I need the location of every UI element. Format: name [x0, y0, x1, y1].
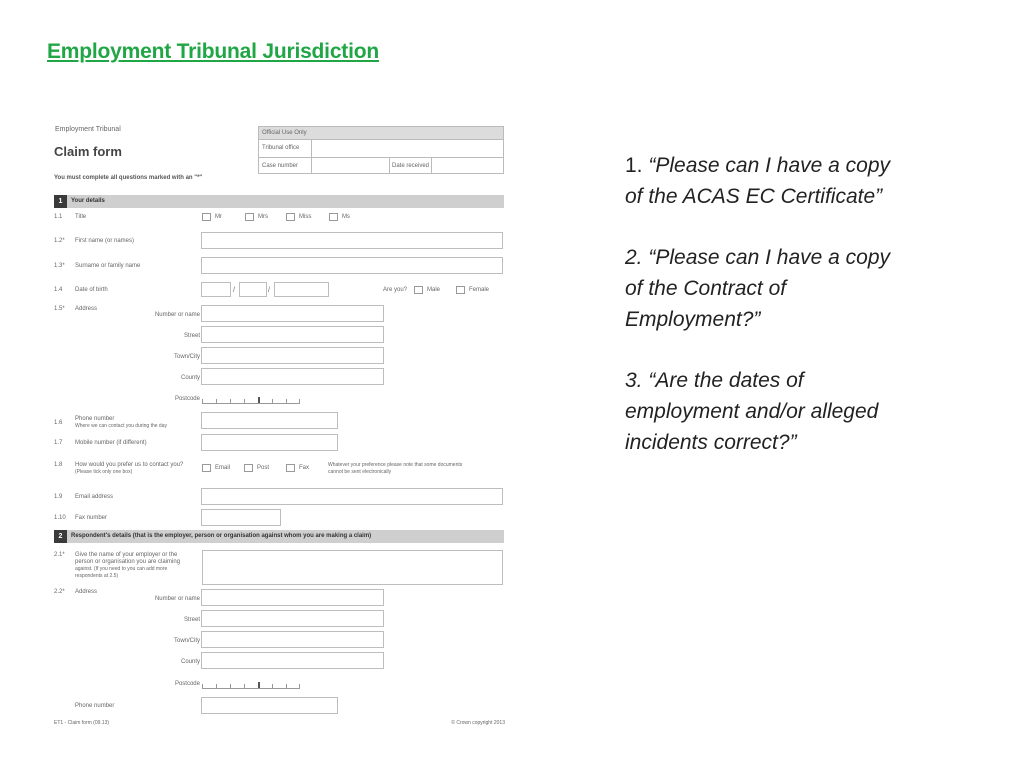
official-use-box: [258, 126, 504, 174]
title-mr-checkbox[interactable]: [202, 213, 211, 221]
contact-email-checkbox[interactable]: [202, 464, 211, 472]
form-header-small: Employment Tribunal: [55, 126, 121, 133]
form-footer-left: ET1 - Claim form (09.13): [54, 720, 110, 726]
title-ms-checkbox[interactable]: [329, 213, 338, 221]
section-1-title: Your details: [71, 198, 105, 204]
male-label: Male: [427, 287, 441, 293]
q1-2-num: 1.2*: [54, 238, 65, 244]
resp-phone-field[interactable]: [201, 697, 338, 714]
question-3: [625, 365, 895, 458]
q1-6-sub: Where we can contact you during the day: [75, 423, 167, 429]
surname-field[interactable]: [201, 257, 503, 274]
title-mr-label: Mr: [215, 214, 222, 220]
question-2: [625, 242, 895, 335]
title-miss-label: Miss: [299, 214, 312, 220]
contact-fax-label: Fax: [299, 465, 310, 471]
q1-9-num: 1.9: [54, 494, 63, 500]
male-checkbox[interactable]: [414, 286, 423, 294]
q1-1-num: 1.1: [54, 214, 63, 220]
question-3-number: 3.: [625, 369, 643, 392]
fax-field[interactable]: [201, 509, 281, 526]
q1-6-num: 1.6: [54, 420, 63, 426]
resp-phone-label: Phone number: [75, 703, 115, 709]
official-case-number: Case number: [262, 163, 299, 169]
address-county-label: County: [180, 375, 200, 381]
address-county-field[interactable]: [201, 368, 384, 385]
resp-town-field[interactable]: [201, 631, 384, 648]
female-label: Female: [469, 287, 490, 293]
address-postcode-label: Postcode: [174, 396, 200, 402]
address-street-field[interactable]: [201, 326, 384, 343]
dob-month-field[interactable]: [239, 282, 267, 297]
official-use-title: Official Use Only: [262, 130, 307, 136]
resp-street-label: Street: [183, 617, 200, 623]
q2-1-line1: Give the name of your employer or the: [75, 552, 178, 558]
q1-8-label: How would you prefer us to contact you?: [75, 462, 184, 468]
resp-town-label: Town/City: [173, 638, 200, 644]
title-miss-checkbox[interactable]: [286, 213, 295, 221]
resp-postcode-label: Postcode: [174, 681, 200, 687]
q1-10-num: 1.10: [54, 515, 66, 521]
contact-post-checkbox[interactable]: [244, 464, 253, 472]
resp-number-label: Number or name: [154, 596, 200, 602]
form-footer-right: © Crown copyright 2013: [451, 720, 505, 726]
q2-2-label: Address: [75, 589, 98, 595]
q1-10-label: Fax number: [75, 515, 108, 521]
title-mrs-label: Mrs: [258, 214, 268, 220]
q1-9-label: Email address: [75, 494, 114, 500]
contact-note-line1: Whatever your preference please note that some documents: [328, 462, 463, 468]
contact-fax-checkbox[interactable]: [286, 464, 295, 472]
dob-year-field[interactable]: [274, 282, 329, 297]
q1-5-label: Address: [75, 306, 98, 312]
q1-5-num: 1.5*: [54, 306, 65, 312]
q1-3-label: Surname or family name: [75, 263, 141, 269]
resp-county-label: County: [180, 659, 200, 665]
female-checkbox[interactable]: [456, 286, 465, 294]
q1-1-label: Title: [75, 214, 87, 220]
resp-number-field[interactable]: [201, 589, 384, 606]
q1-8-sub: (Please tick only one box): [75, 469, 133, 475]
address-street-label: Street: [183, 333, 200, 339]
q2-1-num: 2.1*: [54, 552, 65, 558]
q2-1-line3: against. (If you need to you can add more: [75, 566, 168, 572]
first-name-field[interactable]: [201, 232, 503, 249]
question-2-text: “Please can I have a copy of the Contract of Employment?”: [625, 246, 891, 331]
contact-post-label: Post: [257, 465, 270, 471]
phone-field[interactable]: [201, 412, 338, 429]
address-town-field[interactable]: [201, 347, 384, 364]
mobile-field[interactable]: [201, 434, 338, 451]
q1-4-num: 1.4: [54, 287, 63, 293]
dob-day-field[interactable]: [201, 282, 231, 297]
claim-form-image: [50, 120, 505, 730]
section-2-band: [54, 530, 504, 543]
address-number-label: Number or name: [154, 312, 200, 318]
question-1-text: “Please can I have a copy of the ACAS EC Certificate”: [625, 154, 891, 208]
q2-1-line2: person or organisation you are claiming: [75, 559, 181, 565]
form-heading: Claim form: [54, 144, 122, 159]
title-mrs-checkbox[interactable]: [245, 213, 254, 221]
q1-3-num: 1.3*: [54, 263, 65, 269]
question-1-number: 1.: [625, 154, 643, 177]
dob-separator: /: [233, 287, 235, 294]
q1-7-label: Mobile number (if different): [75, 440, 147, 446]
questions-list: [625, 150, 895, 488]
form-instruction: You must complete all questions marked with an "*": [54, 175, 203, 181]
resp-county-field[interactable]: [201, 652, 384, 669]
slide-title: Employment Tribunal Jurisdiction: [47, 40, 379, 63]
section-2-title: Respondent's details (that is the employer, person or organisation against whom you are making a claim): [71, 533, 372, 539]
q1-4-label: Date of birth: [75, 287, 108, 293]
official-date-received: Date received: [392, 163, 430, 169]
q1-7-num: 1.7: [54, 440, 63, 446]
email-field[interactable]: [201, 488, 503, 505]
address-number-field[interactable]: [201, 305, 384, 322]
q2-2-num: 2.2*: [54, 589, 65, 595]
employer-name-field[interactable]: [202, 550, 503, 585]
section-1-number: 1: [54, 195, 67, 208]
question-3-text: “Are the dates of employment and/or alleged incidents correct?”: [625, 369, 879, 454]
q1-2-label: First name (or names): [75, 238, 135, 244]
contact-email-label: Email: [215, 465, 231, 471]
contact-note-line2: cannot be sent electronically: [328, 469, 392, 475]
dob-separator: /: [268, 287, 270, 294]
official-tribunal-office: Tribunal office: [262, 145, 300, 151]
section-1-band: [54, 195, 504, 208]
question-2-number: 2.: [625, 246, 643, 269]
title-ms-label: Ms: [342, 214, 350, 220]
resp-street-field[interactable]: [201, 610, 384, 627]
address-postcode-field[interactable]: [202, 395, 300, 404]
sex-label: Are you?: [383, 287, 408, 293]
resp-postcode-field[interactable]: [202, 680, 300, 689]
q1-6-label: Phone number: [75, 416, 115, 422]
question-1: [625, 150, 895, 212]
address-town-label: Town/City: [173, 354, 200, 360]
q2-1-line4: respondents at 2.5): [75, 573, 119, 579]
section-2-number: 2: [54, 530, 67, 543]
q1-8-num: 1.8: [54, 462, 63, 468]
